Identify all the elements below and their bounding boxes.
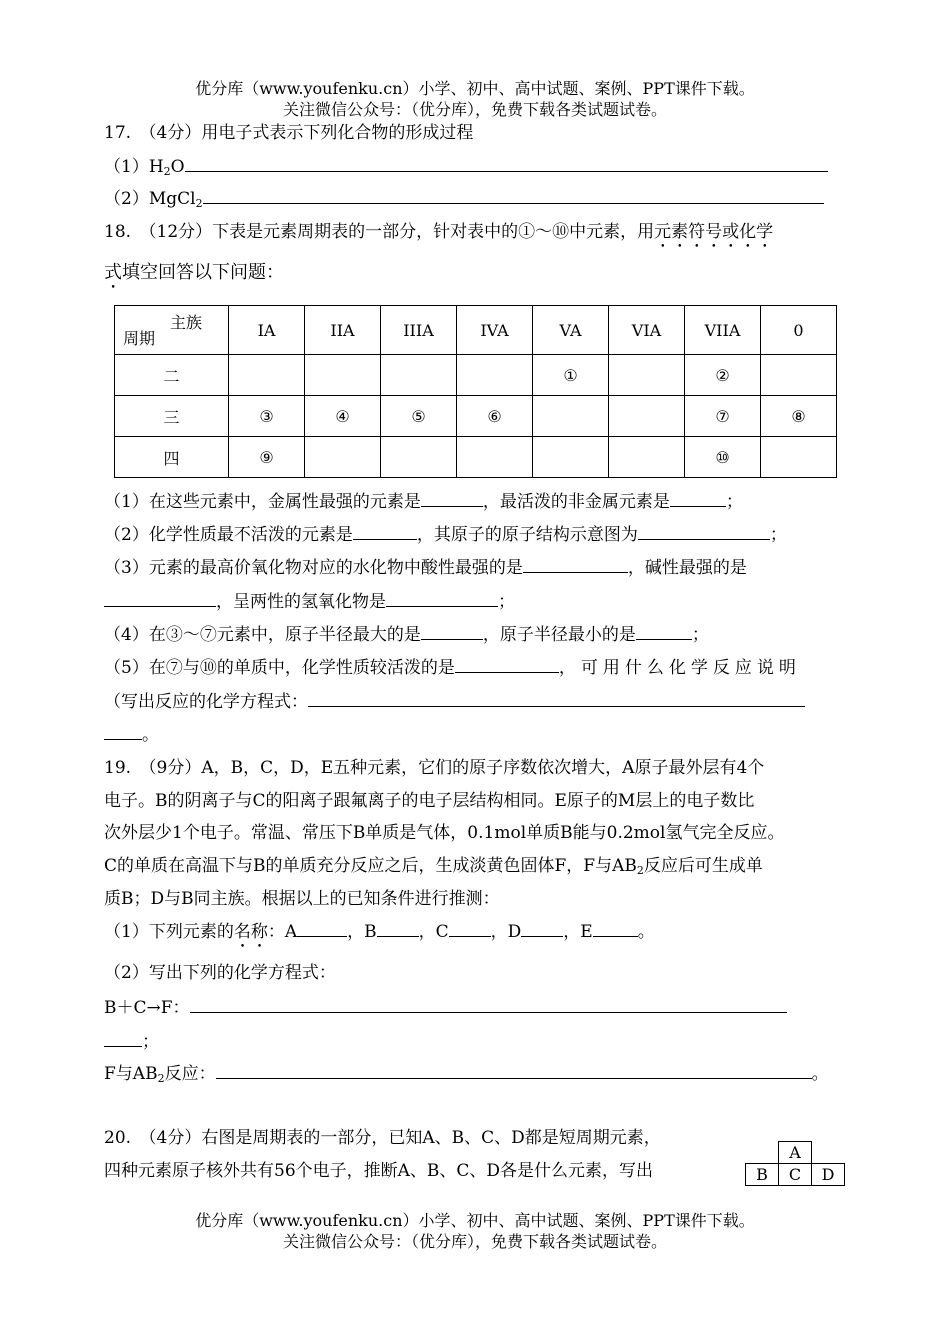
answer-blank[interactable] [421, 623, 483, 640]
q17-item1-sub: 2 [163, 165, 171, 178]
q17-item2-sub: 2 [195, 197, 203, 210]
q19-sub-2: （2）写出下列的化学方程式： [104, 963, 336, 983]
table-cell [229, 355, 305, 396]
q19-eq1-label: B＋C→F： [104, 998, 190, 1018]
q18-sub-3-line-1 [104, 556, 747, 579]
answer-blank[interactable] [308, 690, 805, 707]
q18-s3-text-b: ，碱性最强的是 [627, 558, 747, 578]
group-header: VIA [609, 306, 685, 355]
element-box-b: B [746, 1164, 779, 1186]
table-cell [457, 355, 533, 396]
q18-s3-text-c: ，呈两性的氢氧化物是 [216, 592, 386, 612]
answer-blank[interactable] [216, 1062, 812, 1079]
q19-line-3: 次外层少1个电子。常温、常压下B单质是气体，0.1mol单质B能与0.2mol氢气完全反应。 [104, 823, 785, 843]
q18-stem-line-2 [104, 262, 284, 293]
q18-s4-text-a: （4）在③～⑦元素中，原子半径最大的是 [104, 625, 421, 645]
q19-eq1-end: ； [142, 1032, 159, 1052]
table-row [115, 355, 837, 396]
table-cell: ⑦ [685, 396, 761, 437]
q19-s1-label-d: ，D [490, 922, 522, 942]
q19-sub-1 [104, 920, 655, 952]
answer-blank[interactable] [421, 490, 483, 507]
q19-s1-label-b: ，B [347, 922, 377, 942]
periodic-fragment-figure [745, 1141, 845, 1186]
q18-sub-2 [104, 523, 787, 546]
table-cell [761, 355, 837, 396]
table-cell [457, 437, 533, 478]
q19-equation-2 [104, 1062, 829, 1090]
q19-eq2-label-a: F与AB [104, 1064, 158, 1084]
table-cell [533, 437, 609, 478]
footer-line-1: 优分库（www.youfenku.cn）小学、初中、高中试题、案例、PPT课件下载。 [195, 1211, 755, 1230]
group-header: IIA [305, 306, 381, 355]
q17-stem: 17. （4分）用电子式表示下列化合物的形成过程 [104, 123, 474, 143]
table-cell [305, 437, 381, 478]
q19-line-5: 质B；D与B同主族。根据以上的已知条件进行推测： [104, 889, 500, 909]
table-cell [609, 396, 685, 437]
q19-equation-1 [104, 996, 787, 1019]
corner-top-label: 主族 [169, 313, 202, 332]
q20-line-2: 四种元素原子核外共有56个电子，推断A、B、C、D各是什么元素，写出 [104, 1161, 654, 1181]
q18-s2-text-b: ，其原子的原子结构示意图为 [416, 525, 638, 545]
element-box-a: A [779, 1142, 812, 1164]
q17-item-1 [104, 155, 828, 183]
q19-eq2-label-b: 反应： [164, 1064, 216, 1084]
answer-blank[interactable] [670, 490, 726, 507]
period-label: 二 [115, 355, 229, 396]
table-cell: ⑧ [761, 396, 837, 437]
q19-l4-text-b: 反应后可生成单 [643, 856, 763, 876]
q18-s5-text-d: 。 [142, 725, 159, 745]
q18-stem-line-1 [104, 221, 773, 252]
answer-blank[interactable] [297, 920, 347, 937]
q18-s5-text-b: ，可用什么化学反应说明 [558, 658, 801, 678]
table-cell: ⑩ [685, 437, 761, 478]
answer-blank[interactable] [521, 920, 563, 937]
q18-sub-5-line-3 [104, 723, 159, 746]
q19-line-2: 电子。B的阴离子与C的阳离子跟氟离子的电子层结构相同。E原子的M层上的电子数比 [104, 791, 755, 811]
q18-s1-text-a: （1）在这些元素中，金属性最强的元素是 [104, 492, 421, 512]
table-cell [381, 355, 457, 396]
q19-l4-sub: 2 [636, 864, 644, 877]
q18-stem-b: 填空回答以下问题： [122, 262, 284, 283]
q18-sub-5-line-1 [104, 656, 801, 679]
q19-eq2-end: 。 [811, 1064, 829, 1084]
answer-blank[interactable] [104, 590, 216, 607]
group-header: IA [229, 306, 305, 355]
group-header: VIIA [685, 306, 761, 355]
answer-blank[interactable] [593, 920, 638, 937]
table-cell [609, 355, 685, 396]
q18-sub-3-line-2 [104, 590, 515, 613]
answer-blank[interactable] [203, 187, 824, 204]
period-label: 四 [115, 437, 229, 478]
answer-blank[interactable] [455, 656, 559, 673]
q18-s5-text-c: （写出反应的化学方程式： [104, 692, 308, 712]
answer-blank[interactable] [523, 556, 628, 573]
corner-bottom-label: 周期 [123, 329, 156, 348]
answer-blank[interactable] [104, 1030, 142, 1047]
q19-s1-label-e: ，E [563, 922, 593, 942]
table-cell: ① [533, 355, 609, 396]
q19-l4-text-a: C的单质在高温下与B的单质充分反应之后，生成淡黄色固体F，F与AB [104, 856, 637, 876]
answer-blank[interactable] [638, 523, 770, 540]
table-row [115, 396, 837, 437]
q18-s1-text-b: ，最活泼的非金属元素是 [482, 492, 670, 512]
table-cell: ③ [229, 396, 305, 437]
table-row [115, 437, 837, 478]
answer-blank[interactable] [386, 590, 498, 607]
table-cell [609, 437, 685, 478]
period-label: 三 [115, 396, 229, 437]
group-header: IVA [457, 306, 533, 355]
table-cell: ④ [305, 396, 381, 437]
q18-s4-text-c: ； [691, 625, 709, 645]
q18-stem-a: 18. （12分）下表是元素周期表的一部分，针对表中的①～⑩中元素，用 [104, 222, 655, 242]
element-box-c: C [779, 1164, 812, 1186]
header-line-1: 优分库（www.youfenku.cn）小学、初中、高中试题、案例、PPT课件下载。 [195, 79, 755, 98]
answer-blank[interactable] [190, 996, 787, 1013]
answer-blank[interactable] [353, 523, 417, 540]
table-cell [305, 355, 381, 396]
q18-emphasis-1: 元素符号或化学 [654, 222, 774, 242]
group-header: IIIA [381, 306, 457, 355]
table-corner-cell [115, 306, 229, 355]
periodic-table [114, 305, 837, 478]
table-cell: ② [685, 355, 761, 396]
answer-blank[interactable] [377, 920, 419, 937]
q19-line-1: 19. （9分）A，B，C，D，E五种元素，它们的原子序数依次增大，A原子最外层有4个 [104, 758, 765, 778]
table-cell [381, 437, 457, 478]
q18-s3-text-d: ； [498, 592, 515, 612]
q18-emphasis-2: 式 [104, 262, 122, 283]
table-cell: ⑥ [457, 396, 533, 437]
q19-equation-1-cont [104, 1030, 159, 1053]
table-cell: ⑤ [381, 396, 457, 437]
table-cell: ⑨ [229, 437, 305, 478]
q18-s2-text-a: （2）化学性质最不活泼的元素是 [104, 525, 353, 545]
group-header: 0 [761, 306, 837, 355]
q17-item1-suffix: O [170, 157, 185, 177]
footer-line-2: 关注微信公众号：（优分库），免费下载各类试题试卷。 [282, 1232, 667, 1251]
q19-line-4 [104, 855, 763, 882]
group-header: VA [533, 306, 609, 355]
q17-item-2 [104, 187, 824, 215]
q17-item2-prefix: （2）MgCl [104, 189, 196, 209]
answer-blank[interactable] [449, 920, 491, 937]
answer-blank[interactable] [104, 723, 142, 740]
q18-sub-4 [104, 623, 709, 646]
q18-sub-1 [104, 490, 743, 513]
table-cell [761, 437, 837, 478]
q19-s1-label-a: ：A [267, 922, 298, 942]
element-box-d: D [812, 1164, 845, 1186]
answer-blank[interactable] [636, 623, 692, 640]
q18-s3-text-a: （3）元素的最高价氧化物对应的水化物中酸性最强的是 [104, 558, 523, 578]
q18-s2-text-c: ； [769, 525, 787, 545]
q18-s1-text-c: ； [725, 492, 743, 512]
q19-s1-text-end: 。 [637, 922, 655, 942]
q18-s5-text-a: （5）在⑦与⑩的单质中，化学性质较活泼的是 [104, 658, 455, 678]
q19-eq2-sub: 2 [157, 1072, 165, 1085]
q18-s4-text-b: ，原子半径最小的是 [482, 625, 636, 645]
q19-emphasis: 名称 [233, 922, 268, 942]
table-cell [533, 396, 609, 437]
answer-blank[interactable] [185, 155, 828, 172]
q19-s1-label-c: ，C [418, 922, 449, 942]
q20-line-1: 20. （4分）右图是周期表的一部分，已知A、B、C、D都是短周期元素， [104, 1128, 661, 1148]
q18-sub-5-line-2 [104, 690, 805, 713]
q17-item1-prefix: （1）H [104, 157, 164, 177]
q19-s1-text-a: （1）下列元素的 [104, 922, 234, 942]
header-line-2: 关注微信公众号：（优分库），免费下载各类试题试卷。 [282, 100, 667, 119]
